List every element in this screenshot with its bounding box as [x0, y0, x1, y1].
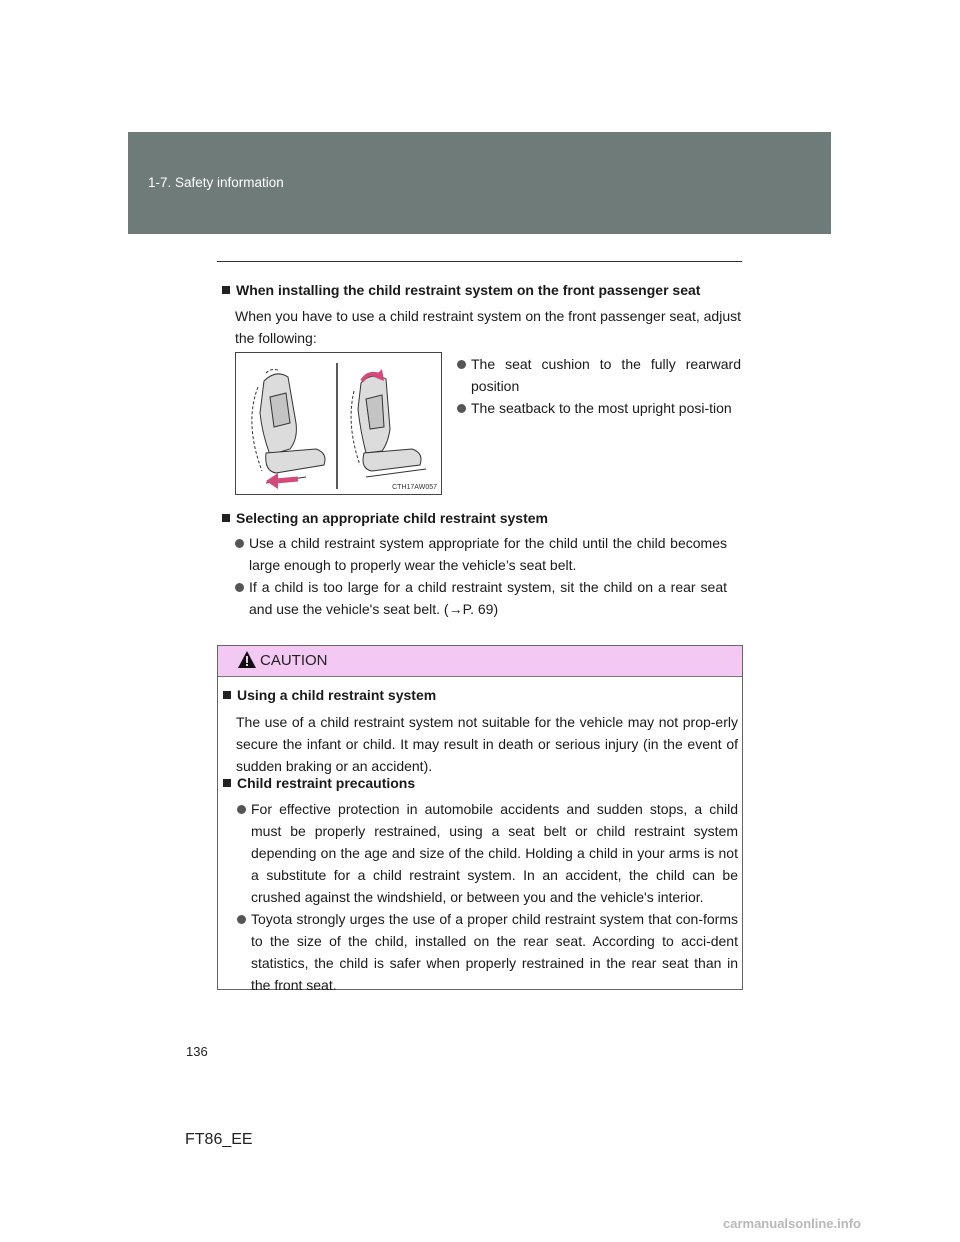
list-item: If a child is too large for a child restraint system, sit the child on a rear seat and use the vehicle's seat belt. (→P. 69): [249, 576, 727, 620]
seat-illustration: [236, 353, 441, 494]
caution-title: CAUTION: [260, 652, 328, 669]
watermark: carmanualsonline.info: [723, 1216, 861, 1231]
bullet-icon: [237, 915, 246, 924]
square-bullet-icon: [222, 514, 230, 522]
square-bullet-icon: [223, 779, 231, 787]
caution-header: [218, 646, 742, 677]
list-item: The seat cushion to the fully rearward position: [471, 353, 741, 397]
figure-code: CTH17AW057: [392, 484, 437, 491]
bullet-icon: [457, 404, 466, 413]
bullet-icon: [237, 805, 246, 814]
divider: [217, 261, 742, 262]
list-item: Use a child restraint system appropriate for the child until the child becomes large enough to properly wear the vehicle’s seat belt.: [249, 532, 727, 576]
selecting-heading: Selecting an appropriate child restraint system: [222, 510, 548, 526]
square-bullet-icon: [222, 286, 230, 294]
bullet-icon: [457, 360, 466, 369]
section-title: 1-7. Safety information: [148, 175, 284, 190]
front-seat-intro: When you have to use a child restraint system on the front passenger seat, adjust the following:: [235, 308, 741, 346]
warning-triangle-icon: [237, 650, 257, 670]
front-seat-heading: When installing the child restraint system on the front passenger seat: [222, 282, 700, 298]
square-bullet-icon: [223, 691, 231, 699]
document-code: FT86_EE: [185, 1131, 253, 1148]
bullet-icon: [235, 583, 244, 592]
caution-text: The use of a child restraint system not suitable for the vehicle may not prop-erly secure the infant or child. It may result in death or serious injury (in the event of sudden braking or an accident).: [236, 714, 738, 774]
page-number: 136: [186, 1044, 208, 1059]
list-item: Toyota strongly urges the use of a proper child restraint system that con-forms to the size of the child, installed on the rear seat. According to acci-dent statistics, the child is safer when properly restrained in the rear seat than in the front seat.: [251, 908, 738, 996]
bullet-icon: [235, 539, 244, 548]
caution-heading: Using a child restraint system: [223, 687, 436, 703]
section-header: [128, 132, 831, 234]
list-item: For effective protection in automobile accidents and sudden stops, a child must be properly restrained, using a seat belt or child restraint system depending on the age and size of the child. Holding a child in your arms is not a substitute for a child restraint system. In an accident, the child can be crushed against the windshield, or between you and the vehicle's interior.: [251, 798, 738, 908]
caution-box: [217, 645, 743, 993]
caution-heading: Child restraint precautions: [223, 775, 415, 791]
seat-adjustment-figure: [235, 352, 442, 495]
list-item: The seatback to the most upright posi-tion: [471, 397, 741, 419]
